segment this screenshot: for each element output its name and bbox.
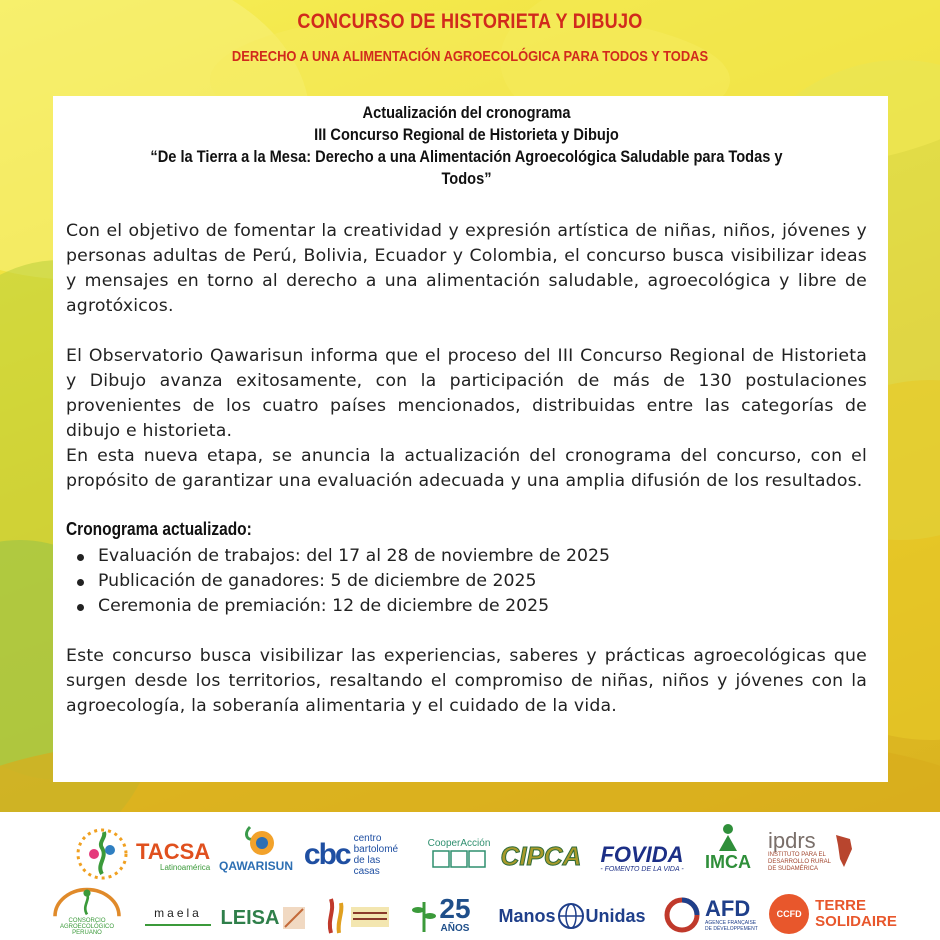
intro-paragraph: Con el objetivo de fomentar la creatividad y expresión artística de niñas, niños, jóvenes y personas adultas de Perú, Bolivia, Ecuador y Colombia, el concurso busca visibilizar ideas y mensajes en torno al derecho a una alimentación saludable, agroecológica y libre de agrotóxicos. bbox=[66, 221, 867, 316]
afd-ring-icon bbox=[663, 896, 701, 934]
maela-logo bbox=[140, 900, 216, 936]
cipca-label: CIPCA bbox=[500, 840, 582, 871]
manos-label: Manos bbox=[498, 905, 556, 926]
agrecol-logo bbox=[398, 890, 482, 938]
tacsa-emblem-icon bbox=[72, 824, 132, 882]
leisa-label: LEISA bbox=[220, 906, 280, 929]
ipdrs-text bbox=[768, 827, 832, 873]
tacsa-label: TACSA bbox=[136, 839, 211, 864]
movimiento-logo bbox=[320, 892, 392, 938]
agrecol-plant-icon bbox=[409, 894, 439, 934]
cbc-logo bbox=[303, 833, 399, 877]
qawarisun-logo bbox=[214, 820, 298, 876]
imca-label: IMCA bbox=[705, 852, 751, 872]
fovida-logo bbox=[594, 838, 690, 878]
imca-logo bbox=[698, 816, 758, 878]
terre-label: TERRE bbox=[815, 897, 866, 914]
qawarisun-label: QAWARISUN bbox=[218, 859, 293, 873]
cipca-logo bbox=[494, 840, 588, 872]
consorcio-label: CONSORCIO AGROECOLÓGICO PERUANO bbox=[59, 918, 114, 936]
tacsa-sub-label: Latinoamérica bbox=[160, 863, 211, 872]
imca-figure-icon bbox=[713, 823, 743, 853]
fovida-sub-label: - FOMENTO DE LA VIDA - bbox=[600, 865, 684, 873]
leisa-logo bbox=[220, 900, 310, 936]
cooperaccion-logo bbox=[428, 832, 490, 876]
cbc-line: bartolomé bbox=[353, 844, 399, 855]
afd-logo bbox=[662, 894, 762, 936]
schedule-item: Publicación de ganadores: 5 de diciembre de 2025 bbox=[66, 569, 867, 594]
agrecol-number: 25 bbox=[439, 892, 471, 924]
leisa-pattern-icon bbox=[279, 903, 309, 933]
ipdrs-logo bbox=[766, 826, 856, 876]
card-heading-line: “De la Tierra a la Mesa: Derecho a una Alimentación Agroecológica Saludable para Todas y bbox=[150, 147, 783, 166]
card-heading-line: III Concurso Regional de Historieta y Dibujo bbox=[314, 125, 619, 144]
globe-icon bbox=[556, 901, 586, 931]
cbc-text bbox=[354, 833, 398, 877]
ipdrs-sub-label: INSTITUTO PARA EL DESARROLLO RURAL DE SUDAMÉRICA bbox=[768, 851, 831, 872]
update-paragraph: En esta nueva etapa, se anuncia la actualización del cronograma del concurso, con el propósito de garantizar una evaluación adecuada y una amplia difusión de los resultados. bbox=[66, 446, 867, 491]
ipdrs-map-icon bbox=[832, 833, 854, 869]
unidas-label: Unidas bbox=[585, 905, 646, 926]
cooperaccion-icons bbox=[431, 849, 487, 871]
schedule-item: Ceremonia de premiación: 12 de diciembre de 2025 bbox=[66, 594, 867, 619]
agrecol-anniversary bbox=[439, 892, 471, 934]
closing-paragraph: Este concurso busca visibilizar las experiencias, saberes y prácticas agroecológicas que surgen desde los territorios, resaltando el compromiso de niñas, niños y jóvenes con la agroecología, la soberanía alimentaria y el cuidado de la vida. bbox=[66, 646, 867, 716]
movimiento-hands-icon bbox=[321, 893, 391, 937]
schedule-title: Cronograma actualizado: bbox=[66, 519, 252, 539]
maela-label: maela bbox=[154, 906, 202, 920]
ipdrs-label: ipdrs bbox=[768, 827, 816, 853]
afd-text bbox=[705, 898, 761, 932]
ccfd-label: CCFD bbox=[776, 909, 802, 919]
manos-unidas-logo bbox=[490, 896, 654, 936]
ccfd-logo bbox=[768, 892, 898, 936]
card-heading-line: Actualización del cronograma bbox=[362, 103, 571, 122]
afd-label: AFD bbox=[705, 896, 751, 921]
cbc-line: centro bbox=[353, 833, 382, 844]
qawarisun-eye-icon bbox=[236, 823, 276, 859]
fovida-label: FOVIDA bbox=[600, 841, 684, 867]
solidaire-label: SOLIDAIRE bbox=[815, 913, 897, 930]
card-heading-line: Todos” bbox=[441, 169, 492, 188]
card-heading bbox=[66, 102, 867, 190]
schedule-list bbox=[66, 544, 867, 619]
tacsa-logo bbox=[136, 838, 211, 876]
schedule-item: Evaluación de trabajos: del 17 al 28 de noviembre de 2025 bbox=[66, 544, 867, 569]
terre-solidaire-text bbox=[815, 898, 897, 930]
consorcio-arch-icon bbox=[47, 886, 127, 918]
consorcio-logo bbox=[46, 886, 128, 936]
page-title: CONCURSO DE HISTORIETA Y DIBUJO bbox=[297, 10, 643, 33]
afd-sub-label: AGENCE FRANÇAISE DE DÉVELOPPEMENT bbox=[705, 920, 758, 932]
agrecol-years-label: AÑOS bbox=[440, 922, 470, 934]
cooperaccion-label: CooperAcción bbox=[427, 837, 491, 849]
header bbox=[0, 10, 940, 65]
maela-underline bbox=[143, 920, 213, 930]
ccfd-badge-icon bbox=[769, 894, 809, 934]
cbc-line: de las casas bbox=[353, 855, 381, 877]
sponsor-logos bbox=[0, 812, 940, 940]
page-subtitle: DERECHO A UNA ALIMENTACIÓN AGROECOLÓGICA PARA TODOS Y TODAS bbox=[231, 48, 709, 65]
announcement-card bbox=[53, 96, 888, 782]
cbc-mark-icon: cbc bbox=[303, 838, 350, 871]
progress-paragraph: El Observatorio Qawarisun informa que el proceso del III Concurso Regional de Historieta y Dibujo avanza exitosamente, con la participación de más de 130 postulaciones provenientes de los cuatro países mencionados, distribuidas entre las categorías de dibujo e historieta. bbox=[66, 346, 867, 441]
